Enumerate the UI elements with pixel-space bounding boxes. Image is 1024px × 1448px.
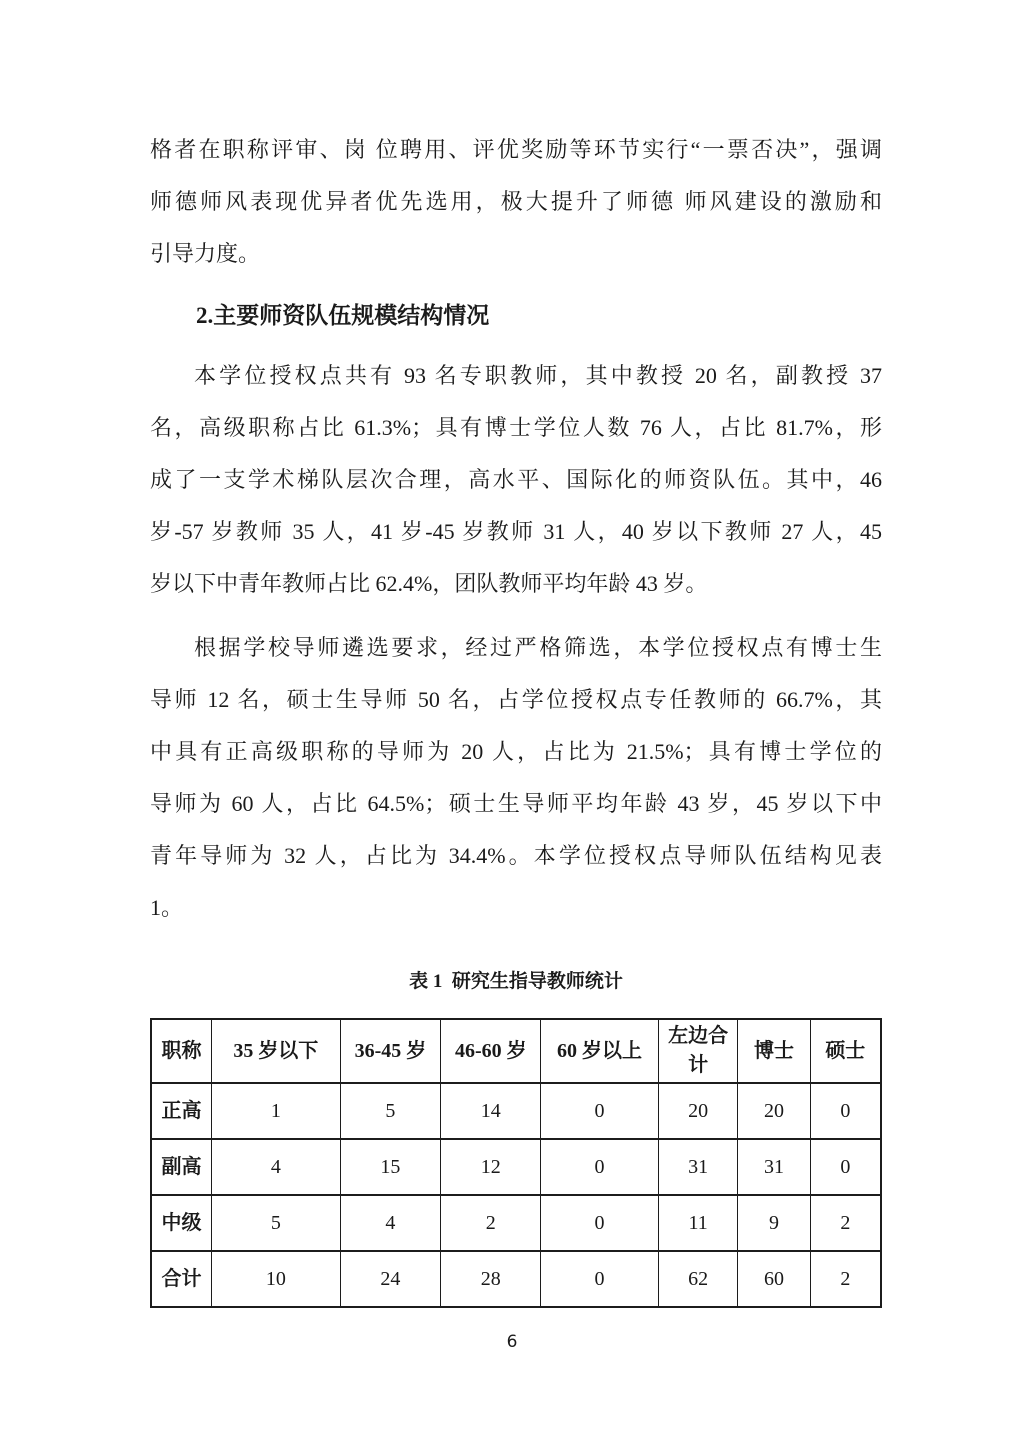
- table-cell: 31: [738, 1139, 810, 1195]
- text-line: 本学位授权点共有 93 名专职教师，其中教授 20 名，副教授 37: [194, 363, 882, 388]
- text-line: 导师为 60 人，占比 64.5%；硕士生导师平均年龄 43 岁，45 岁以下中: [150, 791, 882, 816]
- text-line: 根据学校导师遴选要求，经过严格筛选，本学位授权点有博士生: [194, 635, 882, 660]
- table-cell: 15: [340, 1139, 441, 1195]
- text-line: 导师 12 名，硕士生导师 50 名，占学位授权点专任教师的 66.7%，其: [150, 687, 882, 712]
- table-cell: 10: [212, 1251, 340, 1307]
- table-cell: 5: [340, 1083, 441, 1139]
- text-line: 岁以下中青年教师占比 62.4%，团队教师平均年龄 43 岁。: [150, 571, 708, 596]
- paragraph-1: [150, 124, 882, 280]
- table-cell: 0: [541, 1139, 659, 1195]
- table-row-heji: [151, 1251, 881, 1307]
- paragraph-2: [150, 350, 882, 610]
- header-36-45: 36-45 岁: [340, 1019, 441, 1083]
- table-caption: 表 1 研究生指导教师统计: [409, 971, 623, 992]
- table-cell: 2: [810, 1195, 881, 1251]
- paragraph-3: [150, 622, 882, 934]
- text-line: 岁-57 岁教师 35 人，41 岁-45 岁教师 31 人，40 岁以下教师 27 人，45: [150, 519, 882, 544]
- header-doctor: 博士: [738, 1019, 810, 1083]
- text-line: 1。: [150, 895, 184, 920]
- table-row-zhongji: [151, 1195, 881, 1251]
- table-cell: 20: [738, 1083, 810, 1139]
- table-cell: 20: [658, 1083, 738, 1139]
- table-cell: 2: [441, 1195, 541, 1251]
- row-label: 合计: [151, 1251, 212, 1307]
- table-cell: 1: [212, 1083, 340, 1139]
- section-heading: 2.主要师资队伍规模结构情况: [196, 303, 490, 328]
- table-cell: 11: [658, 1195, 738, 1251]
- header-left-total: 左边合计: [658, 1019, 738, 1083]
- table-cell: 0: [541, 1251, 659, 1307]
- row-label: 中级: [151, 1195, 212, 1251]
- table-cell: 24: [340, 1251, 441, 1307]
- text-line: 名，高级职称占比 61.3%；具有博士学位人数 76 人，占比 81.7%，形: [150, 415, 882, 440]
- text-line: 格者在职称评审、岗 位聘用、评优奖励等环节实行“一票否决”，强调: [150, 137, 882, 162]
- table-cell: 9: [738, 1195, 810, 1251]
- row-label: 正高: [151, 1083, 212, 1139]
- text-line: 青年导师为 32 人，占比为 34.4%。本学位授权点导师队伍结构见表: [150, 843, 882, 868]
- page-number: 6: [506, 1332, 518, 1352]
- table-cell: 28: [441, 1251, 541, 1307]
- table-cell: 14: [441, 1083, 541, 1139]
- table-cell: 0: [541, 1083, 659, 1139]
- table-cell: 31: [658, 1139, 738, 1195]
- table-cell: 4: [212, 1139, 340, 1195]
- table-row-fugao: [151, 1139, 881, 1195]
- table-header-row: [151, 1019, 881, 1083]
- table-cell: 60: [738, 1251, 810, 1307]
- table-cell: 0: [541, 1195, 659, 1251]
- table-cell: 2: [810, 1251, 881, 1307]
- text-line: 成了一支学术梯队层次合理，高水平、国际化的师资队伍。其中，46: [150, 467, 882, 492]
- page-footer: [0, 1330, 1024, 1354]
- table-cell: 0: [810, 1083, 881, 1139]
- table-cell: 4: [340, 1195, 441, 1251]
- text-line: 师德师风表现优异者优先选用，极大提升了师德 师风建设的激励和: [150, 189, 882, 214]
- header-under-35: 35 岁以下: [212, 1019, 340, 1083]
- header-title-col: 职称: [151, 1019, 212, 1083]
- text-line: 引导力度。: [150, 241, 261, 266]
- table-row-zhenggao: [151, 1083, 881, 1139]
- header-over-60: 60 岁以上: [541, 1019, 659, 1083]
- row-label: 副高: [151, 1139, 212, 1195]
- text-column: [150, 0, 882, 1308]
- mentor-stats-table: [150, 1018, 882, 1308]
- table-cell: 12: [441, 1139, 541, 1195]
- text-line: 中具有正高级职称的导师为 20 人，占比为 21.5%；具有博士学位的: [150, 739, 882, 764]
- table-cell: 0: [810, 1139, 881, 1195]
- table-cell: 62: [658, 1251, 738, 1307]
- table-cell: 5: [212, 1195, 340, 1251]
- header-46-60: 46-60 岁: [441, 1019, 541, 1083]
- header-master: 硕士: [810, 1019, 881, 1083]
